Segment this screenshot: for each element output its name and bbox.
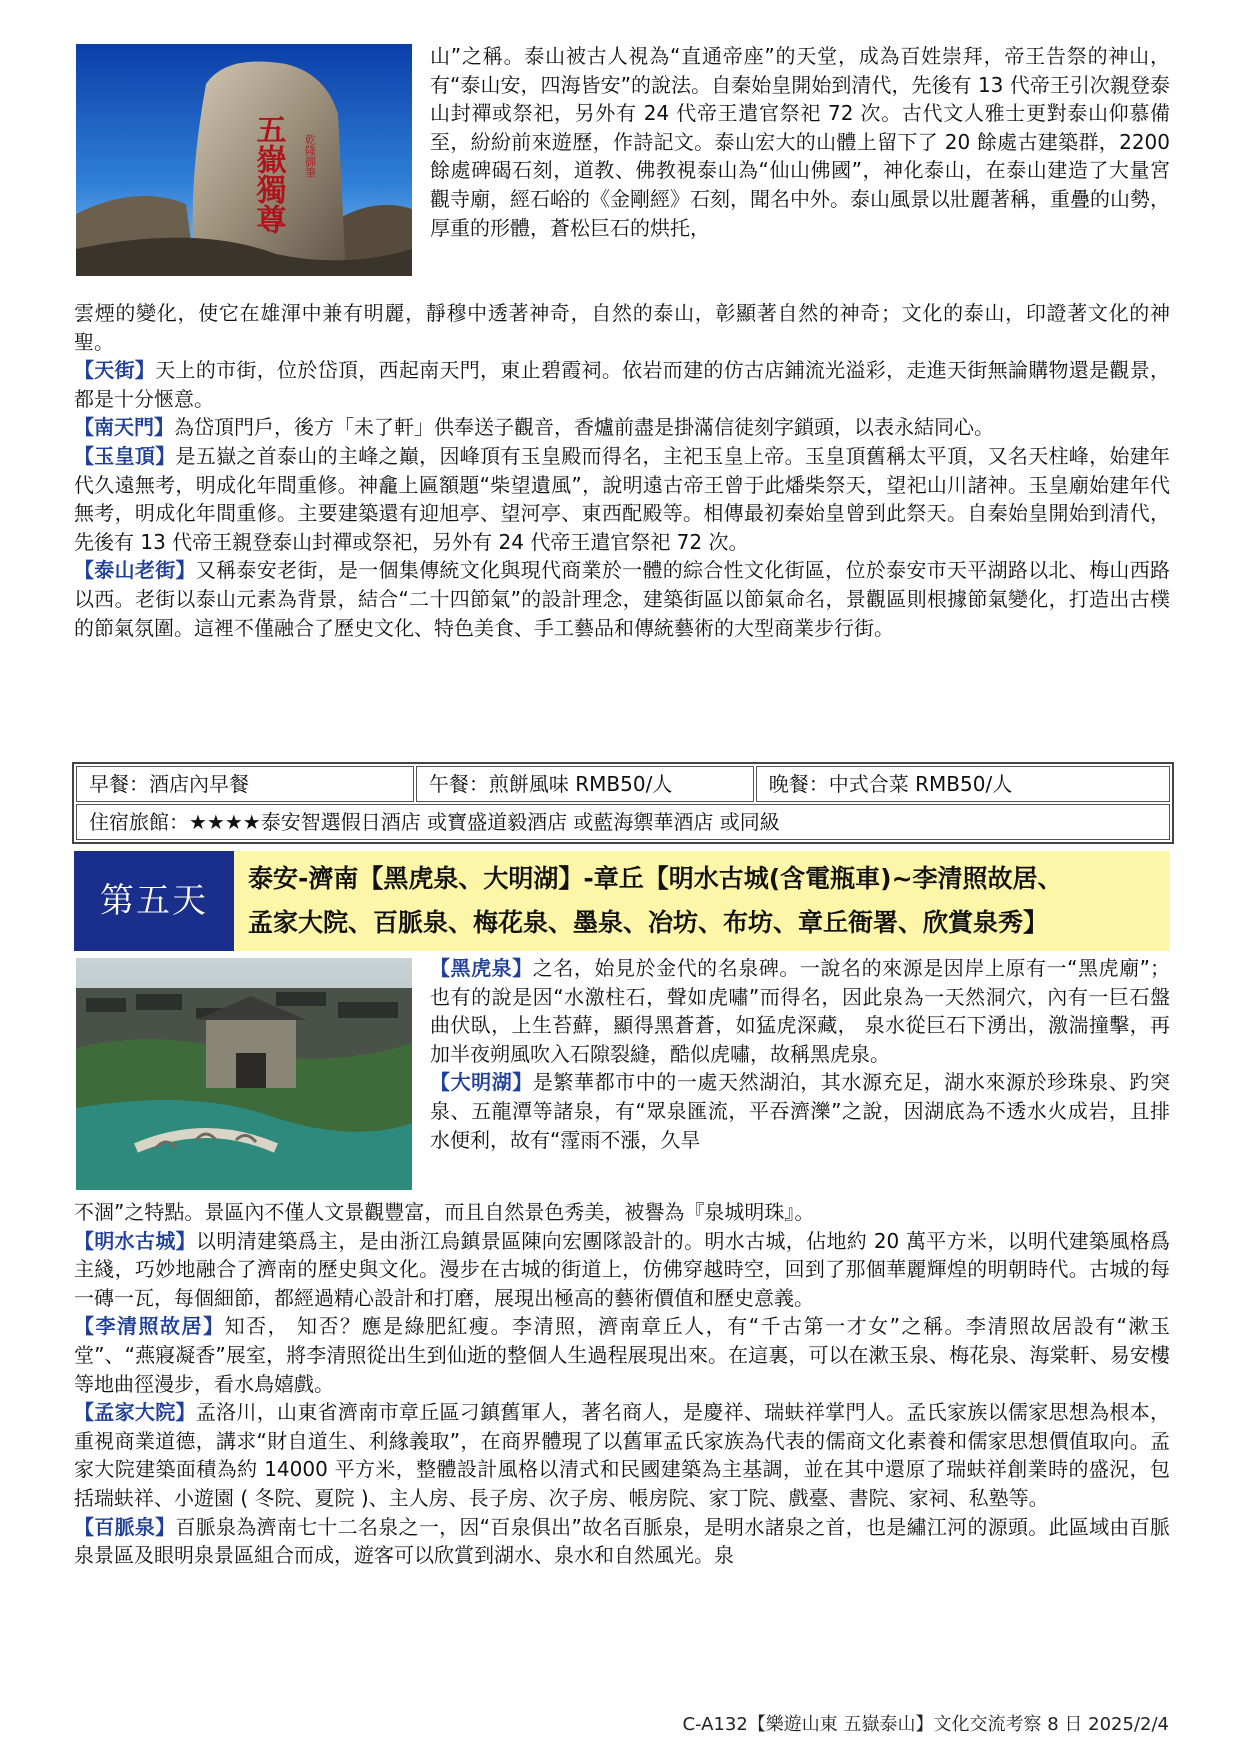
attraction-text: 之名，始見於金代的名泉碑。一說名的來源是因岸上原有一“黑虎廟”； 也有的說是因“水激柱石，聲如虎嘯”而得名，因此泉為一天然洞穴，內有一巨石盤曲伏臥，上生苔蘚，顯得黑蒼蒼，如猛虎深藏， 泉水從巨石下湧出，激湍撞擊，再加半夜朔風吹入石隙裂縫，酷似虎嘯，故稱黑虎泉。 — [430, 956, 1171, 1066]
attraction-text: 是五嶽之首泰山的主峰之巔，因峰頂有玉皇殿而得名，主祀玉皇上帝。玉皇頂舊稱太平頂，又名天柱峰，始建年代久遠無考，明成化年間重修。神龕上匾額題“柴望遺風”，說明遠古帝王曾于此燔柴祭天，望祀山川諸神。玉皇廟始建年代無考，明成化年間重修。主要建築還有迎旭亭、望河亭、東西配殿等。相傳最初秦始皇曾到此祭天。自秦始皇開始到清代，先後有 13 代帝王親登泰山封禪或祭祀，另外有 24 代帝王遣官祭祀 72 次。 — [74, 443, 1171, 554]
attraction-text: 天上的市街，位於岱頂，西起南天門，東止碧霞祠。依岩而建的仿古店鋪流光溢彩，走進天街無論購物還是觀景，都是十分愜意。 — [74, 358, 1171, 411]
attraction-title: 【明水古城】 — [74, 1228, 197, 1253]
taishan-carving-main: 五嶽獨尊 — [250, 114, 286, 234]
attraction-taishan-old-street — [74, 556, 1170, 642]
dinner-cell: 晚餐：中式合菜 RMB50/人 — [756, 766, 1170, 802]
attraction-text: 以明清建築爲主，是由浙江烏鎮景區陳向宏團隊設計的。明水古城，佔地約 20 萬平方米，以明代建築風格爲主綫，巧妙地融合了濟南的歷史與文化。漫步在古城的街道上，仿佛穿越時空，回到了那個華麗輝煌的明朝時代。古城的每一磚一瓦，每個細節，都經過精心設計和打磨，展現出極高的藝術價值和歷史意義。 — [74, 1228, 1171, 1310]
attraction-text: 是繁華都市中的一處天然湖泊，其水源充足，湖水來源於珍珠泉、趵突泉、五龍潭等諸泉，有“眾泉匯流，平吞濟濼”之說，因湖底為不透水火成岩，且排水便利，故有“霪雨不漲，久旱 — [430, 1070, 1171, 1152]
breakfast-cell: 早餐：酒店內早餐 — [76, 766, 414, 802]
attraction-title: 【李清照故居】 — [74, 1314, 225, 1339]
attraction-meng-family-mansion — [74, 1398, 1170, 1512]
attraction-tianjie — [74, 356, 1170, 413]
mingshui-town-photo — [76, 958, 412, 1190]
attraction-title: 【泰山老街】 — [74, 558, 196, 583]
attraction-heihuquan — [430, 954, 1170, 1068]
attraction-text: 為岱頂門戶，後方「未了軒」供奉送子觀音，香爐前盡是掛滿信徒刻字鎖頭，以表永結同心。 — [174, 415, 994, 440]
day4-attractions — [74, 299, 1170, 642]
hotel-cell: 住宿旅館：★★★★泰安智選假日酒店 或寶盛道毅酒店 或藍海禦華酒店 或同級 — [76, 804, 1170, 840]
page-footer: C-A132【樂遊山東 五嶽泰山】文化交流考察 8 日 2025/2/4 — [682, 1714, 1169, 1735]
taishan-carving-side: 乾隆御筆 — [303, 134, 317, 178]
intro-continued-text: 雲煙的變化，使它在雄渾中兼有明麗，靜穆中透著神奇，自然的泰山，彰顯著自然的神奇；文化的泰山，印證著文化的神聖。 — [74, 301, 1170, 354]
day5-banner — [74, 851, 1170, 951]
taishan-rock-photo — [76, 44, 412, 276]
taishan-rock-illustration — [76, 44, 412, 276]
attraction-daminghu — [430, 1068, 1170, 1154]
attraction-text: 又稱泰安老街，是一個集傳統文化與現代商業於一體的綜合性文化街區，位於泰安市天平湖路以北、梅山西路以西。老街以泰山元素為背景，結合“二十四節氣”的設計理念，建築街區以節氣命名，景觀區則根據節氣變化，打造出古樸的節氣氛圍。這裡不僅融合了歷史文化、特色美食、手工藝品和傳統藝術的大型商業步行街。 — [74, 558, 1171, 640]
mingshui-town-illustration — [76, 958, 412, 1190]
attraction-text: 知否， 知否？應是綠肥紅瘦。李清照，濟南章丘人，有“千古第一才女”之稱。李清照故居設有“漱玉堂”、“燕寢凝香”展室，將李清照從出生到仙逝的整個人生過程展現出來。在這裏，可以在漱玉泉、梅花泉、海棠軒、易安樓等地曲徑漫步，看水鳥嬉戲。 — [74, 1314, 1170, 1396]
day5-attractions — [74, 1198, 1170, 1570]
day5-label: 第五天 — [74, 851, 234, 951]
attraction-text: 百脈泉為濟南七十二名泉之一，因“百泉俱出”故名百脈泉，是明水諸泉之首，也是繡江河的源頭。此區域由百脈泉景區及眼明泉景區組合而成，遊客可以欣賞到湖水、泉水和自然風光。泉 — [74, 1514, 1170, 1568]
attraction-title: 【孟家大院】 — [74, 1400, 196, 1425]
hotel-row — [76, 804, 1170, 840]
attraction-title: 【大明湖】 — [430, 1070, 533, 1095]
meals-row — [76, 766, 1170, 802]
daminghu-continued-text: 不涸”之特點。景區內不僅人文景觀豐富，而且自然景色秀美，被譽為『泉城明珠』。 — [74, 1200, 815, 1224]
intro-float-text-block — [430, 42, 1170, 242]
attraction-title: 【黑虎泉】 — [430, 956, 533, 980]
lunch-cell: 午餐：煎餅風味 RMB50/人 — [416, 766, 754, 802]
attraction-yuhuangding — [74, 442, 1170, 556]
day5-route — [234, 851, 1170, 951]
day5-float-text-block — [430, 954, 1170, 1154]
meals-hotel-table — [72, 762, 1174, 844]
intro-float-text: 山”之稱。泰山被古人視為“直通帝座”的天堂，成為百姓崇拜，帝王告祭的神山，有“泰山安，四海皆安”的說法。自秦始皇開始到清代，先後有 13 代帝王引次親登泰山封禪或祭祀，另外有 24 代帝王遣官祭祀 72 次。古代文人雅士更對泰山仰慕備至，紛紛前來遊歷，作詩記文。泰山宏大的山體上留下了 20 餘處古建築群，2200 餘處碑碣石刻，道教、佛教視泰山為“仙山佛國”，神化泰山，在泰山建造了大量宮觀寺廟，經石峪的《金剛經》石刻，聞名中外。泰山風景以壯麗著稱，重疊的山勢，厚重的形體，蒼松巨石的烘托， — [430, 44, 1170, 240]
day5-route-line1: 泰安-濟南【黑虎泉、大明湖】-章丘【明水古城(含電瓶車)~李清照故居、 — [248, 864, 1063, 893]
attraction-li-qingzhao-residence — [74, 1312, 1170, 1398]
attraction-title: 【玉皇頂】 — [74, 443, 176, 468]
attraction-title: 【天街】 — [74, 358, 156, 383]
attraction-mingshui-town — [74, 1227, 1170, 1313]
attraction-nantianmen — [74, 413, 1170, 442]
attraction-text: 孟洛川，山東省濟南市章丘區刁鎮舊軍人，著名商人，是慶祥、瑞蚨祥掌門人。孟氏家族以儒家思想為根本，重視商業道德，講求“財自道生、利緣義取”，在商界體現了以舊軍孟氏家族為代表的儒商文化素養和儒家思想價值取向。孟家大院建築面積為約 14000 平方米，整體設計風格以清式和民國建築為主基調，並在其中還原了瑞蚨祥創業時的盛況，包括瑞蚨祥、小遊園 ( 冬院、夏院 )、主人房、長子房、次子房、帳房院、家丁院、戲臺、書院、家祠、私塾等。 — [74, 1400, 1171, 1510]
attraction-title: 【百脈泉】 — [74, 1514, 176, 1539]
attraction-baimaiquan — [74, 1513, 1170, 1570]
attraction-title: 【南天門】 — [74, 415, 174, 440]
day5-route-line2: 孟家大院、百脈泉、梅花泉、墨泉、冶坊、布坊、章丘衙署、欣賞泉秀】 — [248, 908, 1049, 937]
